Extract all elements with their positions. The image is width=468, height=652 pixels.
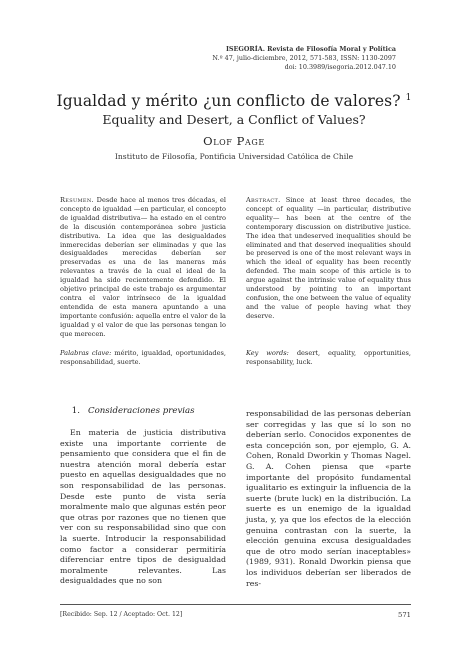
- abstract-spanish-text: Desde hace al menos tres décadas, el concepto de igualdad —en particular, el concepto de igualdad distributiva— ha estado en el centro de la discusión contemporánea sobre justicia distributiva. La idea que las desigualdades inmerecidas deberían ser eliminadas y que las desigualdades merecidas deberían ser preservadas es una de las maneras más relevantes a través de la cual el ideal de la igualdad ha sido recientemente defendido. El objetivo principal de este trabajo es argumentar contra el valor intrínseco de la igualdad entendida de esta manera apuntando a una importante confusión: aquella entre el valor de la igualdad y el valor de que las personas tengan lo que merecen.: [60, 196, 226, 338]
- journal-header: [212, 45, 396, 72]
- abstract-english-text: Since at least three decades, the concept of equality —in particular, distributive equality— has been at the centre of the contemporary discussion on distributive justice. The idea that undeserved inequalities should be eliminated and that deserved inequalities should be preserved is one of the most relevant ways in which the ideal of equality has been recently defended. The main scope of this article is to argue against the intrinsic value of equality thus understood by pointing to an important confusion, the one between the value of equality and the value of people having what they deserve.: [246, 196, 411, 320]
- keywords-english: [246, 349, 411, 367]
- keywords-spanish-label: Palabras clave:: [60, 349, 112, 357]
- page-number: 571: [398, 611, 411, 619]
- issue-info: N.º 47, julio-diciembre, 2012, 571-583, ISSN: 1130-2097: [212, 54, 396, 62]
- received-accepted-dates: [Recibido: Sep. 12 / Aceptado: Oct. 12]: [60, 611, 183, 618]
- keywords-english-label: Key words:: [246, 349, 289, 357]
- article-subtitle: Equality and Desert, a Conflict of Values?: [102, 112, 366, 127]
- keywords-english-text: desert, equality, opportunities, responsability, luck.: [246, 349, 411, 366]
- keywords-spanish-text: mérito, igualdad, oportunidades, responsabilidad, suerte.: [60, 349, 226, 366]
- section-number: 1.: [71, 406, 80, 416]
- footer-divider: [60, 604, 411, 605]
- abstract-english: [246, 196, 411, 321]
- section-title: Consideraciones previas: [88, 406, 195, 416]
- body-text-right-column: responsabilidad de las personas deberían ser corregidas y las que sí lo son no deberían serlo. Conocidos exponentes de esta concepción son, por ejemplo, G. A. Cohen, Ronald Dworkin y Thomas Nagel. G. A. Cohen piensa que «parte importante del propósito fundamental igualitario es extinguir la influencia de la suerte (brute luck) en la distribución. La suerte es un enemigo de la igualdad justa, y, ya que los efectos de la elección genuina contrastan con la suerte, la elección genuina excusa desigualdades que de otro modo serían inaceptables» (1989, 931). Ronald Dworkin piensa que los individuos deberían ser liberados de res-: [246, 409, 411, 588]
- abstract-spanish: [60, 196, 226, 339]
- abstract-english-label: Abstract.: [246, 196, 281, 204]
- author-name: Olof Page: [203, 134, 265, 148]
- article-title: [0, 92, 468, 110]
- author-affiliation: Instituto de Filosofía, Pontificia Universidad Católica de Chile: [114, 152, 354, 161]
- doi: doi: 10.3989/isegoria.2012.047.10: [284, 63, 396, 71]
- footnote-mark[interactable]: 1: [405, 92, 412, 103]
- section-heading: [60, 406, 226, 416]
- abstract-spanish-label: Resumen.: [60, 196, 94, 204]
- keywords-spanish: [60, 349, 226, 367]
- journal-name: ISEGORÍA. Revista de Filosofía Moral y Política: [225, 45, 396, 53]
- body-text-left-column: En materia de justicia distributiva existe una importante corriente de pensamiento que considera que el fin de nuestra atención moral debería estar puesto en aquellas desigualdades que no son responsabilidad de las personas. Desde este punto de vista sería moralmente malo que algunas estén peor que otras por razones que no tienen que ver con su responsabilidad sino que con la suerte. Introducir la responsabilidad como factor a considerar permitiría diferenciar entre tipos de desigualdad moralmente relevantes. Las desigualdades que no son: [60, 428, 226, 586]
- article-title-text: Igualdad y mérito ¿un conflicto de valores?: [56, 92, 401, 110]
